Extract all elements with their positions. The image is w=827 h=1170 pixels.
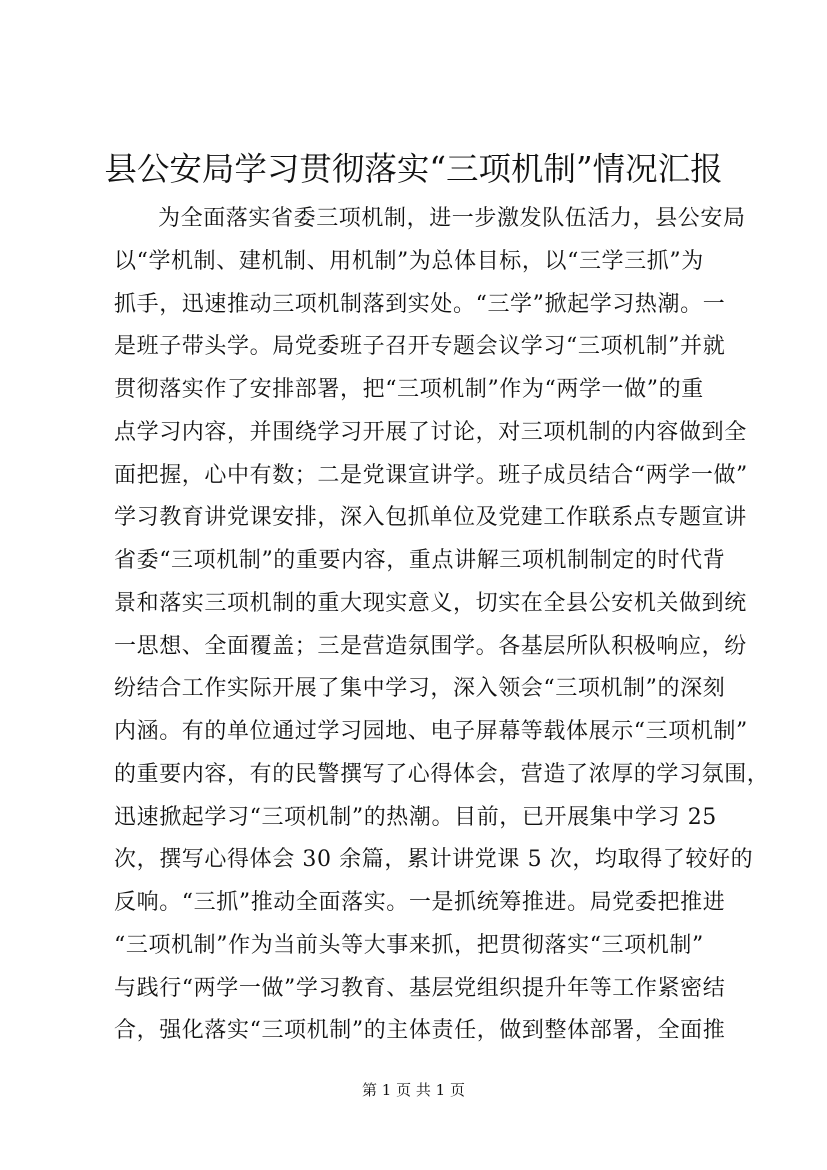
body-line: 省委“三项机制”的重要内容，重点讲解三项机制制定的时代背	[114, 548, 726, 573]
body-line: 抓手，迅速推动三项机制落到实处。“三学”掀起学习热潮。一	[114, 291, 726, 317]
body-line: 面把握，心中有数；二是党课宣讲学。班子成员结合“两学一做”	[114, 462, 748, 488]
document-title: 县公安局学习贯彻落实“三项机制”情况汇报	[104, 150, 723, 188]
body-line: 点学习内容，并围绕学习开展了讨论，对三项机制的内容做到全	[114, 419, 747, 445]
page-number-footer: 第 1 页 共 1 页	[362, 1081, 465, 1099]
body-line: “三项机制”作为当前头等大事来抓，把贯彻落实“三项机制”	[114, 932, 704, 958]
body-line: 为全面落实省委三项机制，进一步激发队伍活力，县公安局	[158, 206, 746, 231]
body-line: 与践行“两学一做”学习教育、基层党组织提升年等工作紧密结	[114, 975, 726, 1001]
body-line: 贯彻落实作了安排部署，把“三项机制”作为“两学一做”的重	[114, 377, 704, 402]
body-line: 是班子带头学。局党委班子召开专题会议学习“三项机制”并就	[114, 334, 726, 360]
body-line: 次，撰写心得体会 30 余篇，累计讲党课 5 次，均取得了较好的	[114, 847, 754, 873]
body-line: 的重要内容，有的民警撰写了心得体会，营造了浓厚的学习氛围，	[114, 761, 770, 787]
body-line: 以“学机制、建机制、用机制”为总体目标，以“三学三抓”为	[114, 248, 704, 274]
body-line: 一思想、全面覆盖；三是营造氛围学。各基层所队积极响应，纷	[114, 633, 747, 659]
body-line: 景和落实三项机制的重大现实意义，切实在全县公安机关做到统	[114, 590, 747, 616]
body-line: 迅速掀起学习“三项机制”的热潮。目前，已开展集中学习 25	[114, 804, 717, 830]
body-line: 纷结合工作实际开展了集中学习，深入领会“三项机制”的深刻	[114, 676, 726, 702]
body-line: 反响。“三抓”推动全面落实。一是抓统筹推进。局党委把推进	[114, 890, 726, 915]
body-line: 学习教育讲党课安排，深入包抓单位及党建工作联系点专题宣讲	[114, 505, 747, 531]
body-line: 内涵。有的单位通过学习园地、电子屏幕等载体展示“三项机制”	[114, 719, 748, 744]
body-line: 合，强化落实“三项机制”的主体责任，做到整体部署，全面推	[114, 1018, 726, 1044]
document-body	[114, 198, 770, 1053]
